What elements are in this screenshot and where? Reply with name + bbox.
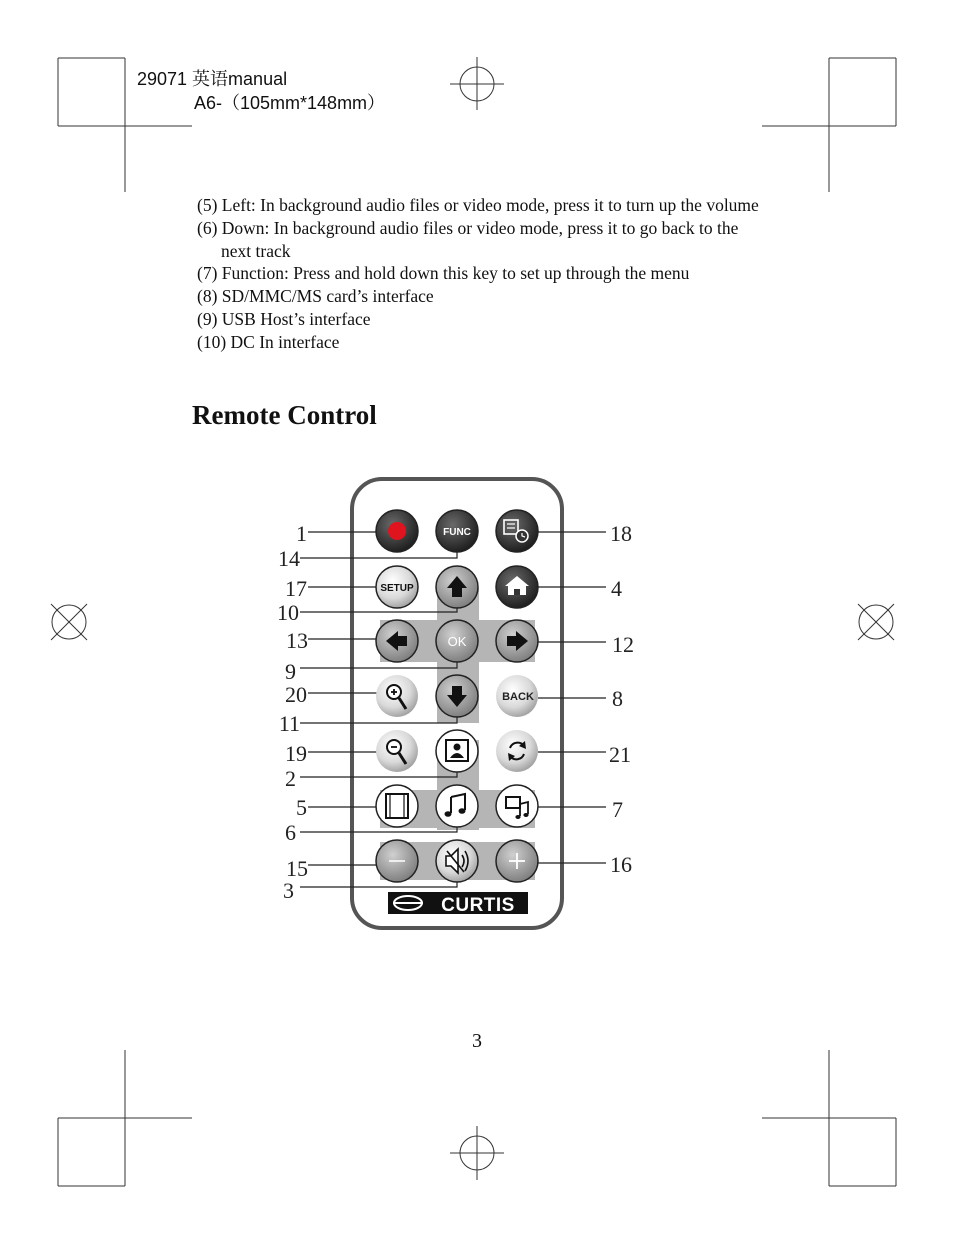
photo-button bbox=[436, 730, 478, 772]
record-button bbox=[376, 510, 418, 552]
callout-label: 1 bbox=[296, 521, 307, 546]
home-button bbox=[496, 566, 538, 608]
callout-label: 9 bbox=[285, 659, 296, 684]
header-line-1: 29071 英语manual bbox=[137, 69, 288, 89]
back-button bbox=[496, 675, 538, 717]
callout-label: 2 bbox=[285, 766, 296, 791]
list-item: (7) Function: Press and hold down this key to set up through the menu bbox=[197, 263, 690, 284]
callout-label: 13 bbox=[286, 628, 308, 653]
header-line-2: A6-（105mm*148mm） bbox=[194, 93, 386, 113]
svg-text:FUNC: FUNC bbox=[443, 527, 471, 538]
callout-label: 3 bbox=[283, 878, 294, 903]
callout-label: 17 bbox=[285, 576, 307, 601]
callout-labels-left bbox=[277, 521, 308, 903]
setup-button bbox=[376, 566, 418, 608]
right-arrow-button bbox=[496, 620, 538, 662]
svg-text:CURTIS: CURTIS bbox=[441, 895, 515, 916]
func-button bbox=[436, 510, 478, 552]
rotate-button bbox=[496, 730, 538, 772]
photo-music-button bbox=[496, 785, 538, 827]
list-item: (9) USB Host’s interface bbox=[197, 308, 371, 329]
music-button bbox=[436, 785, 478, 827]
list-item: (10) DC In interface bbox=[197, 331, 340, 352]
callout-label: 6 bbox=[285, 820, 296, 845]
left-arrow-button bbox=[376, 620, 418, 662]
callout-label: 14 bbox=[278, 546, 300, 571]
movie-button bbox=[376, 785, 418, 827]
zoom-out-button bbox=[376, 730, 418, 772]
slideshow-clock-button bbox=[496, 510, 538, 552]
list-item: (8) SD/MMC/MS card’s interface bbox=[197, 286, 434, 307]
curtis-logo bbox=[388, 892, 528, 916]
svg-text:SETUP: SETUP bbox=[380, 583, 414, 594]
callout-labels-right bbox=[609, 521, 634, 877]
callout-label: 18 bbox=[610, 521, 632, 546]
up-arrow-button bbox=[436, 566, 478, 608]
section-title: Remote Control bbox=[192, 400, 377, 430]
callout-label: 16 bbox=[610, 852, 632, 877]
callout-label: 5 bbox=[296, 795, 307, 820]
callout-label: 11 bbox=[278, 711, 300, 736]
volume-up-button bbox=[496, 840, 538, 882]
callout-label: 4 bbox=[611, 576, 622, 601]
callout-label: 19 bbox=[285, 741, 307, 766]
callout-label: 20 bbox=[285, 682, 307, 707]
zoom-in-button bbox=[376, 675, 418, 717]
svg-text:BACK: BACK bbox=[502, 691, 534, 703]
volume-down-button bbox=[376, 840, 418, 882]
callout-label: 21 bbox=[609, 742, 631, 767]
list-item: (5) Left: In background audio files or video mode, press it to turn up the volume bbox=[197, 195, 759, 215]
callout-label: 15 bbox=[286, 856, 308, 881]
page-number: 3 bbox=[472, 1030, 482, 1052]
mute-button bbox=[436, 840, 478, 882]
callout-label: 12 bbox=[612, 632, 634, 657]
callout-label: 10 bbox=[277, 600, 299, 625]
down-arrow-button bbox=[436, 675, 478, 717]
ok-button bbox=[436, 620, 478, 662]
callout-label: 8 bbox=[612, 686, 623, 711]
callout-label: 7 bbox=[612, 797, 623, 822]
list-item: (6) Down: In background audio files or video mode, press it to go back to the next track bbox=[197, 217, 739, 261]
svg-text:OK: OK bbox=[447, 634, 467, 649]
